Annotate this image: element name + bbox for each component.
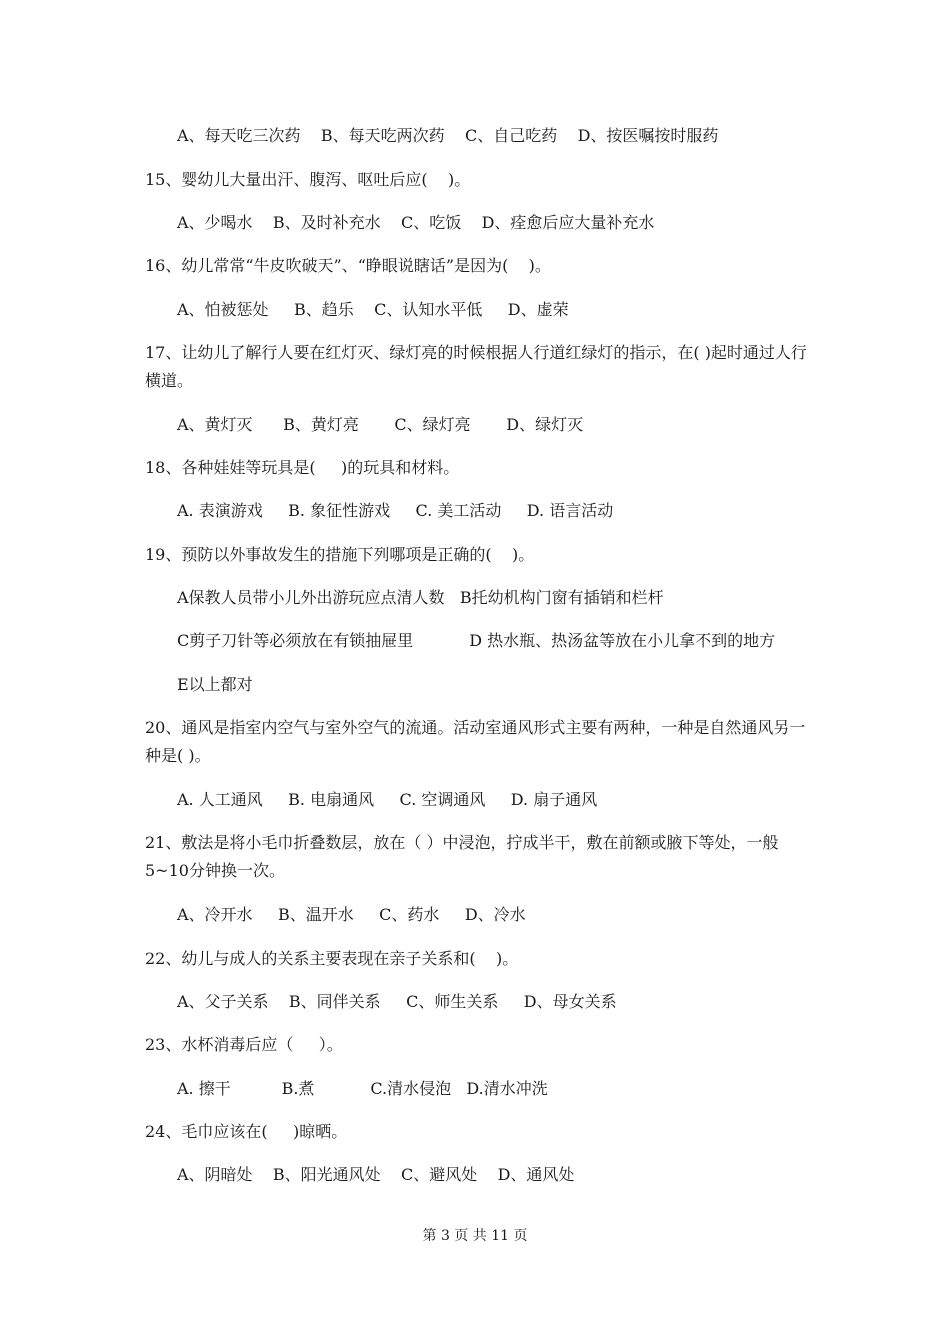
q15-options: A、少喝水 B、及时补充水 C、吃饭 D、痊愈后应大量补充水	[177, 213, 655, 232]
q14-options: A、每天吃三次药 B、每天吃两次药 C、自己吃药 D、按医嘱按时服药	[177, 126, 719, 145]
question-19: 19、预防以外事故发生的措施下列哪项是正确的( )。	[145, 545, 535, 564]
question-21: 21、敷法是将小毛巾折叠数层，放在（ ）中浸泡，拧成半干，敷在前额或腋下等处，一般5~10分钟换一次。	[145, 833, 779, 880]
question-23: 23、水杯消毒后应（ ）。	[145, 1035, 343, 1054]
page-footer: 第 3 页 共 11 页	[422, 1228, 528, 1244]
q17-options: A、黄灯灭 B、黄灯亮 C、绿灯亮 D、绿灯灭	[177, 415, 584, 434]
q22-options: A、父子关系 B、同伴关系 C、师生关系 D、母女关系	[177, 992, 617, 1011]
q19-option-e: E以上都对	[177, 675, 253, 694]
q19-option-cd: C剪子刀针等必须放在有锁抽屉里 D 热水瓶、热汤盆等放在小儿拿不到的地方	[177, 631, 776, 650]
q18-options: A. 表演游戏 B. 象征性游戏 C. 美工活动 D. 语言活动	[177, 501, 614, 520]
question-24: 24、毛巾应该在( )晾晒。	[145, 1122, 348, 1141]
q23-options: A. 擦干 B.煮 C.清水侵泡 D.清水冲洗	[177, 1079, 548, 1098]
q20-options: A. 人工通风 B. 电扇通风 C. 空调通风 D. 扇子通风	[177, 790, 598, 809]
q24-options: A、阴暗处 B、阳光通风处 C、避风处 D、通风处	[177, 1165, 575, 1184]
question-17: 17、让幼儿了解行人要在红灯灭、绿灯亮的时候根据人行道红绿灯的指示，在( )起时通过人行横道。	[145, 343, 807, 390]
question-16: 16、幼儿常常“牛皮吹破天”、“睁眼说瞎话”是因为( )。	[145, 256, 551, 275]
q19-option-ab: A保教人员带小儿外出游玩应点清人数 B托幼机构门窗有插销和栏杆	[177, 588, 664, 607]
question-18: 18、各种娃娃等玩具是( )的玩具和材料。	[145, 458, 460, 477]
question-22: 22、幼儿与成人的关系主要表现在亲子关系和( )。	[145, 949, 519, 968]
q21-options: A、冷开水 B、温开水 C、药水 D、冷水	[177, 905, 526, 924]
question-20: 20、通风是指室内空气与室外空气的流通。活动室通风形式主要有两种，一种是自然通风另一种是( )。	[145, 718, 806, 765]
q16-options: A、怕被惩处 B、趋乐 C、认知水平低 D、虚荣	[177, 300, 569, 319]
question-15: 15、婴幼儿大量出汗、腹泻、呕吐后应( )。	[145, 170, 471, 189]
